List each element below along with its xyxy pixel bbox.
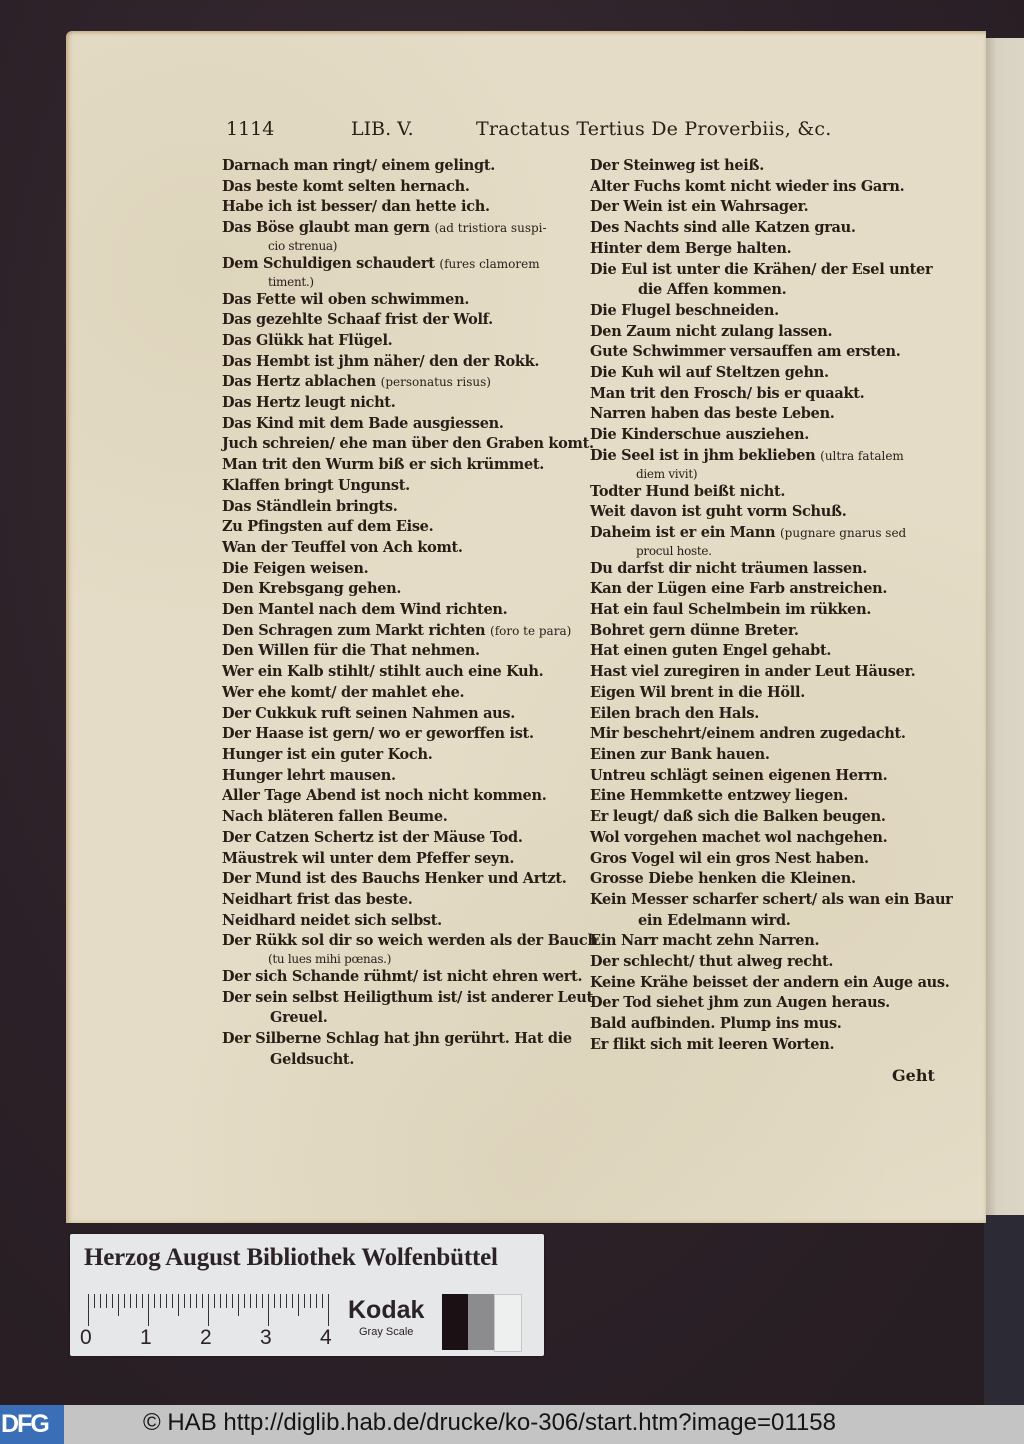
proverb-text: Bohret gern dünne Breter.: [590, 621, 799, 639]
proverb-entry: [222, 476, 582, 497]
proverb-entry: [222, 517, 582, 538]
proverb-continuation: Geldsucht.: [270, 1050, 355, 1068]
proverb-entry: [590, 523, 940, 559]
proverb-entry: [590, 404, 940, 425]
proverb-entry: [222, 393, 582, 414]
ruler-tick: [94, 1294, 95, 1308]
proverb-text: Der Tod siehet jhm zun Augen heraus.: [590, 994, 890, 1012]
proverb-text: Du darfst dir nicht träumen lassen.: [590, 559, 867, 577]
proverb-text: Kan der Lügen eine Farb anstreichen.: [590, 580, 888, 598]
ruler-tick: [310, 1294, 311, 1308]
ruler-tick: [292, 1294, 293, 1308]
proverb-text: Wol vorgehen machet wol nachgehen.: [590, 828, 888, 846]
proverb-entry: [222, 538, 582, 559]
ruler-tick: [88, 1294, 89, 1326]
proverb-entry: [222, 177, 582, 198]
latin-gloss: (ultra fatalem: [820, 448, 904, 463]
proverb-continuation: timent.): [268, 274, 314, 289]
proverb-continuation: procul hoste.: [636, 543, 712, 558]
proverb-text: Die Eul ist unter die Krähen/ der Esel unter: [590, 260, 933, 278]
ruler-tick: [238, 1294, 239, 1316]
proverb-text: Eine Hemmkette entzwey liegen.: [590, 787, 849, 805]
ruler-number: 4: [320, 1326, 332, 1349]
page-number: 1114: [226, 118, 275, 140]
proverb-text: Die Feigen weisen.: [222, 559, 369, 577]
ruler-tick: [154, 1294, 155, 1308]
proverb-text: Der sein selbst Heiligthum ist/ ist anderer Leut: [222, 988, 593, 1006]
proverb-entry: [222, 911, 582, 932]
proverb-entry: [222, 372, 582, 393]
proverb-entry: [222, 197, 582, 218]
ruler-tick: [172, 1294, 173, 1308]
proverb-text: Die Seel ist in jhm beklieben: [590, 446, 816, 464]
proverb-text: Den Willen für die That nehmen.: [222, 642, 480, 660]
proverb-entry: [590, 579, 940, 600]
ruler-tick: [148, 1294, 149, 1326]
ruler-tick: [232, 1294, 233, 1308]
proverb-entry: [222, 662, 582, 683]
ruler-tick: [124, 1294, 125, 1308]
proverbs-right-column: [590, 156, 953, 1056]
proverb-text: Hat einen guten Engel gehabt.: [590, 642, 832, 660]
proverb-text: Den Krebsgang gehen.: [222, 580, 402, 598]
ruler-tick: [202, 1294, 203, 1308]
proverb-text: Todter Hund beißt nicht.: [590, 482, 786, 500]
proverb-entry: [590, 156, 940, 177]
proverb-text: Eilen brach den Hals.: [590, 704, 759, 722]
proverb-entry: [590, 177, 940, 198]
proverb-text: Kein Messer scharfer schert/ als wan ein Baur: [590, 890, 953, 908]
catchword: Geht: [892, 1066, 935, 1085]
proverb-entry: [222, 931, 598, 967]
ruler-tick: [118, 1294, 119, 1316]
ruler-tick: [226, 1294, 227, 1308]
proverbs-left-column: [222, 156, 598, 1071]
proverb-text: Der Mund ist des Bauchs Henker und Artzt.: [222, 870, 567, 888]
proverb-entry: [222, 218, 582, 254]
ruler-tick: [286, 1294, 287, 1308]
proverb-entry: [590, 363, 940, 384]
proverb-entry: [222, 849, 582, 870]
proverb-text: Das Hertz leugt nicht.: [222, 394, 396, 412]
proverb-entry: [590, 766, 940, 787]
proverb-entry: [222, 683, 582, 704]
proverb-text: Die Flugel beschneiden.: [590, 301, 779, 319]
proverb-text: Untreu schlägt seinen eigenen Herrn.: [590, 766, 888, 784]
proverb-text: Das Ständlein bringts.: [222, 497, 398, 515]
ruler-number: 1: [140, 1326, 152, 1349]
proverb-text: Mäustrek wil unter dem Pfeffer seyn.: [222, 849, 515, 867]
proverb-text: Er flikt sich mit leeren Worten.: [590, 1035, 835, 1053]
proverb-entry: [590, 641, 940, 662]
proverb-entry: [222, 745, 582, 766]
proverb-entry: [590, 482, 940, 503]
proverb-text: Der Rükk sol dir so weich werden als der Bauch: [222, 932, 598, 950]
proverb-entry: [590, 786, 940, 807]
latin-gloss: (personatus risus): [380, 375, 491, 390]
proverb-text: Aller Tage Abend ist noch nicht kommen.: [222, 787, 547, 805]
proverb-entry: [590, 1014, 940, 1035]
ruler-number: 2: [200, 1326, 212, 1349]
proverb-text: Weit davon ist guht vorm Schuß.: [590, 503, 847, 521]
proverb-entry: [590, 704, 940, 725]
proverb-text: Das gezehlte Schaaf frist der Wolf.: [222, 311, 493, 329]
proverb-entry: [222, 290, 582, 311]
proverb-text: Juch schreien/ ehe man über den Graben komt.: [222, 435, 594, 453]
proverb-continuation: die Affen kommen.: [638, 281, 787, 299]
proverb-continuation: ein Edelmann wird.: [638, 911, 791, 929]
proverb-text: Bald aufbinden. Plump ins mus.: [590, 1015, 842, 1033]
proverb-text: Darnach man ringt/ einem gelingt.: [222, 157, 495, 174]
proverb-entry: [222, 988, 593, 1029]
proverb-text: Alter Fuchs komt nicht wieder ins Garn.: [590, 177, 905, 195]
proverb-text: Das Hembt ist jhm näher/ den der Rokk.: [222, 352, 540, 370]
proverb-entry: [590, 993, 940, 1014]
proverb-text: Den Mantel nach dem Wind richten.: [222, 601, 508, 619]
proverb-text: Der Cukkuk ruft seinen Nahmen aus.: [222, 704, 516, 722]
proverb-entry: [222, 621, 582, 642]
proverb-entry: [590, 218, 940, 239]
ruler-icon: [88, 1294, 332, 1328]
proverb-text: Das Kind mit dem Bade ausgiessen.: [222, 414, 504, 432]
ruler-tick: [268, 1294, 269, 1326]
proverb-text: Habe ich ist besser/ dan hette ich.: [222, 198, 490, 216]
proverb-continuation: Greuel.: [270, 1009, 328, 1027]
proverb-text: Wer ehe komt/ der mahlet ehe.: [222, 683, 465, 701]
proverb-text: Der Haase ist gern/ wo er geworffen ist.: [222, 725, 534, 743]
proverb-text: Grosse Diebe henken die Kleinen.: [590, 870, 856, 888]
ruler-tick: [136, 1294, 137, 1308]
proverb-text: Keine Krähe beisset der andern ein Auge aus.: [590, 973, 950, 991]
proverb-entry: [590, 952, 940, 973]
proverb-text: Er leugt/ daß sich die Balken beugen.: [590, 808, 886, 826]
proverb-text: Den Schragen zum Markt richten: [222, 621, 486, 639]
proverb-text: Man trit den Frosch/ bis er quaakt.: [590, 384, 865, 402]
proverb-entry: [590, 807, 940, 828]
ruler-tick: [160, 1294, 161, 1308]
proverb-entry: [590, 849, 940, 870]
ruler-tick: [130, 1294, 131, 1308]
ruler-tick: [142, 1294, 143, 1308]
proverb-entry: [590, 683, 940, 704]
ruler-tick: [184, 1294, 185, 1308]
proverb-entry: [222, 600, 582, 621]
proverb-text: Einen zur Bank hauen.: [590, 745, 770, 763]
proverb-text: Des Nachts sind alle Katzen grau.: [590, 219, 856, 237]
proverb-entry: [222, 579, 582, 600]
ruler-tick: [262, 1294, 263, 1308]
proverb-entry: [590, 502, 940, 523]
proverb-entry: [222, 310, 582, 331]
footer-bar: [0, 1405, 1024, 1444]
proverb-text: Das Fette wil oben schwimmen.: [222, 290, 470, 308]
ruler-number: 3: [260, 1326, 272, 1349]
proverb-text: Neidhard neidet sich selbst.: [222, 911, 442, 929]
proverb-entry: [222, 704, 582, 725]
proverb-entry: [590, 931, 940, 952]
proverb-entry: [222, 455, 582, 476]
proverb-entry: [222, 497, 582, 518]
section-title: Tractatus Tertius De Proverbiis, &c.: [476, 118, 832, 140]
proverb-text: Den Zaum nicht zulang lassen.: [590, 322, 833, 340]
ruler-tick: [298, 1294, 299, 1316]
dfg-logo-icon: DFG: [0, 1405, 64, 1444]
ruler-tick: [106, 1294, 107, 1308]
ruler-tick: [250, 1294, 251, 1308]
proverb-text: Eigen Wil brent in die Höll.: [590, 683, 805, 701]
proverb-continuation: (tu lues mihi pœnas.): [268, 952, 392, 967]
proverb-text: Die Kuh wil auf Steltzen gehn.: [590, 364, 829, 382]
proverb-entry: [590, 559, 940, 580]
proverb-entry: [590, 425, 940, 446]
gray-scale-swatch-black: [442, 1294, 468, 1350]
proverb-text: Das beste komt selten hernach.: [222, 177, 470, 195]
proverb-entry: [222, 869, 582, 890]
proverb-text: Zu Pfingsten auf dem Eise.: [222, 518, 434, 536]
proverb-entry: [590, 197, 940, 218]
proverb-text: Dem Schuldigen schaudert: [222, 254, 435, 272]
proverb-text: Hat ein faul Schelmbein im rükken.: [590, 601, 872, 619]
proverb-entry: [222, 1029, 582, 1070]
ruler-tick: [214, 1294, 215, 1308]
proverb-text: Der Steinweg ist heiß.: [590, 157, 764, 174]
proverb-text: Wan der Teuffel von Ach komt.: [222, 538, 463, 556]
latin-gloss: (ad tristiora suspi-: [434, 221, 547, 236]
proverb-text: Ein Narr macht zehn Narren.: [590, 932, 820, 950]
ruler-tick: [100, 1294, 101, 1308]
library-label-card: [70, 1234, 544, 1356]
ruler-tick: [166, 1294, 167, 1308]
proverb-entry: [222, 156, 582, 177]
proverb-entry: [222, 807, 582, 828]
proverb-entry: [222, 641, 582, 662]
proverb-entry: [222, 766, 582, 787]
proverb-text: Das Böse glaubt man gern: [222, 219, 430, 237]
proverb-entry: [590, 745, 940, 766]
ruler-tick: [244, 1294, 245, 1308]
proverb-text: Der Wein ist ein Wahrsager.: [590, 198, 809, 216]
proverb-entry: [590, 869, 940, 890]
proverb-text: Mir beschehrt/einem andren zugedacht.: [590, 725, 906, 743]
library-name: Herzog August Bibliothek Wolfenbüttel: [84, 1244, 498, 1271]
proverb-entry: [590, 322, 940, 343]
proverb-entry: [590, 446, 940, 482]
gray-scale-swatch-white: [494, 1294, 522, 1352]
ruler-tick: [190, 1294, 191, 1308]
ruler-tick: [322, 1294, 323, 1308]
running-head: [226, 116, 846, 146]
proverb-entry: [222, 890, 582, 911]
proverb-text: Hast viel zuregiren in ander Leut Häuser.: [590, 663, 916, 681]
ruler-numbers: [80, 1326, 340, 1352]
proverb-entry: [222, 352, 582, 373]
proverb-entry: [222, 786, 582, 807]
proverb-entry: [222, 828, 582, 849]
gray-scale-swatch-gray: [468, 1294, 494, 1350]
latin-gloss: (pugnare gnarus sed: [779, 525, 907, 540]
proverb-entry: [590, 724, 940, 745]
ruler-tick: [208, 1294, 209, 1326]
adjacent-page-shadow: [984, 1215, 1024, 1405]
proverb-entry: [590, 301, 940, 322]
proverb-entry: [590, 1035, 940, 1056]
proverb-entry: [222, 967, 582, 988]
proverb-entry: [590, 621, 940, 642]
kodak-logo: Kodak: [348, 1296, 425, 1324]
ruler-tick: [328, 1294, 329, 1326]
proverb-text: Hunger ist ein guter Koch.: [222, 745, 433, 763]
proverb-entry: [222, 414, 582, 435]
gray-scale-label: Gray Scale: [359, 1326, 414, 1338]
adjacent-page-edge: [984, 38, 1024, 1218]
latin-gloss: (fures clamorem: [439, 256, 540, 271]
proverb-text: Klaffen bringt Ungunst.: [222, 476, 410, 494]
proverb-entry: [222, 559, 582, 580]
ruler-number: 0: [80, 1326, 92, 1349]
proverb-text: Neidhart frist das beste.: [222, 890, 413, 908]
proverb-text: Das Hertz ablachen: [222, 373, 376, 391]
ruler-tick: [316, 1294, 317, 1308]
proverb-text: Narren haben das beste Leben.: [590, 405, 835, 423]
ruler-tick: [196, 1294, 197, 1308]
proverb-text: Gute Schwimmer versauffen am ersten.: [590, 343, 901, 361]
proverb-entry: [222, 254, 582, 290]
proverb-text: Hinter dem Berge halten.: [590, 239, 792, 257]
proverb-entry: [590, 600, 940, 621]
latin-gloss: (foro te para): [490, 623, 572, 638]
proverb-continuation: cio strenua): [268, 238, 338, 253]
proverb-text: Die Kinderschue ausziehen.: [590, 426, 809, 444]
proverb-text: Daheim ist er ein Mann: [590, 523, 776, 541]
proverb-text: Der Silberne Schlag hat jhn gerührt. Hat die: [222, 1030, 572, 1048]
proverb-text: Hunger lehrt mausen.: [222, 766, 396, 784]
book-label: LIB. V.: [351, 118, 414, 140]
proverb-entry: [222, 434, 594, 455]
ruler-tick: [304, 1294, 305, 1308]
proverb-entry: [590, 890, 953, 931]
ruler-tick: [280, 1294, 281, 1308]
ruler-tick: [256, 1294, 257, 1308]
proverb-text: Der sich Schande rühmt/ ist nicht ehren wert.: [222, 968, 583, 986]
proverb-text: Der Catzen Schertz ist der Mäuse Tod.: [222, 828, 523, 846]
copyright-link[interactable]: © HAB http://diglib.hab.de/drucke/ko-306/start.htm?image=01158: [143, 1409, 836, 1436]
proverb-text: Das Glükk hat Flügel.: [222, 331, 393, 349]
proverb-text: Man trit den Wurm biß er sich krümmet.: [222, 456, 545, 474]
ruler-tick: [112, 1294, 113, 1308]
ruler-tick: [274, 1294, 275, 1308]
ruler-tick: [178, 1294, 179, 1316]
proverb-text: Gros Vogel wil ein gros Nest haben.: [590, 849, 869, 867]
proverb-entry: [590, 973, 950, 994]
proverb-text: Der schlecht/ thut alweg recht.: [590, 953, 834, 971]
proverb-entry: [590, 384, 940, 405]
proverb-entry: [222, 724, 582, 745]
proverb-entry: [590, 828, 940, 849]
proverb-entry: [590, 239, 940, 260]
ruler-tick: [220, 1294, 221, 1308]
proverb-entry: [590, 342, 940, 363]
proverb-continuation: diem vivit): [636, 466, 698, 481]
proverb-entry: [590, 260, 940, 301]
proverb-text: Wer ein Kalb stihlt/ stihlt auch eine Kuh.: [222, 663, 544, 681]
proverb-entry: [222, 331, 582, 352]
proverb-text: Nach bläteren fallen Beume.: [222, 808, 448, 826]
proverb-entry: [590, 662, 940, 683]
